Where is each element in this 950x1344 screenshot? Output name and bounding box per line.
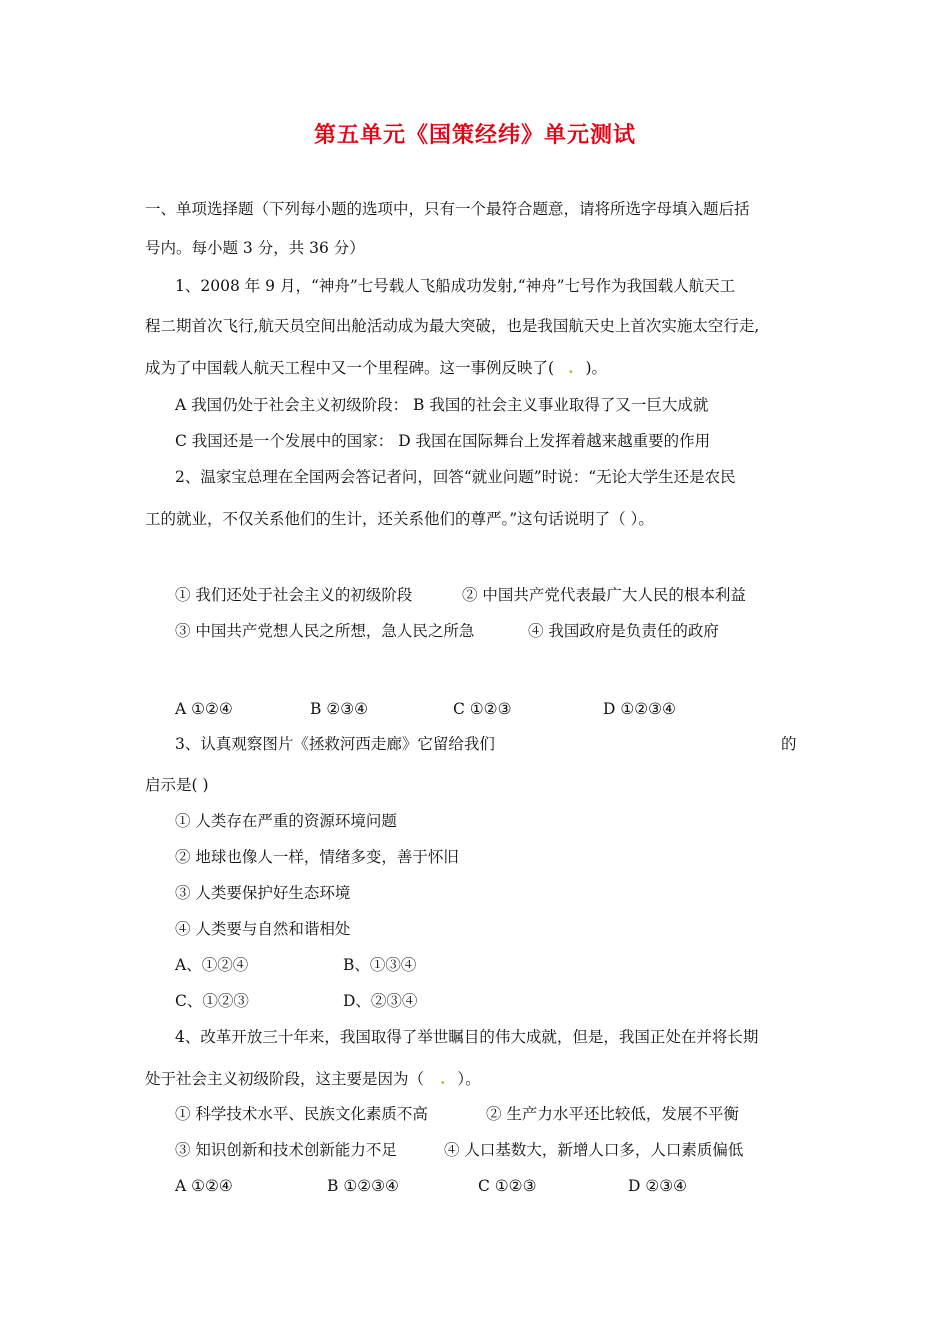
q3-item-2: ② 地球也像人一样，情绪多变，善于怀旧 — [175, 848, 459, 866]
q4-item-4: ④ 人口基数大，新增人口多，人口素质偏低 — [444, 1141, 744, 1159]
q4-item-3: ③ 知识创新和技术创新能力不足 — [175, 1141, 397, 1159]
q3-option-c: C、①②③ — [175, 992, 249, 1010]
answer-dot-marker: . — [440, 1069, 446, 1088]
q4-option-a: A ①②④ — [175, 1177, 233, 1195]
q2-item-1: ① 我们还处于社会主义的初级阶段 — [175, 586, 413, 604]
q2-line2: 工的就业，不仅关系他们的生计，还关系他们的尊严。”这句话说明了（ ）。 — [145, 510, 654, 528]
q1-line1: 1、2008 年 9 月，“神舟”七号载人飞船成功发射,“神舟”七号作为我国载人航天工 — [175, 277, 736, 295]
q2-item-4: ④ 我国政府是负责任的政府 — [528, 622, 719, 640]
q4-line1: 4、改革开放三十年来，我国取得了举世瞩目的伟大成就，但是，我国正处在并将长期 — [175, 1028, 759, 1046]
q2-item-2: ② 中国共产党代表最广大人民的根本利益 — [462, 586, 746, 604]
q2-option-b: B ②③④ — [310, 700, 369, 718]
q2-option-c: C ①②③ — [453, 700, 512, 718]
q3-line2: 启示是( ) — [145, 776, 209, 794]
q2-option-d: D ①②③④ — [603, 700, 676, 718]
section-heading-line2: 号内。每小题 3 分，共 36 分） — [145, 239, 365, 257]
q4-line2 — [145, 1069, 481, 1089]
q3-item-3: ③ 人类要保护好生态环境 — [175, 884, 351, 902]
q4-item-1: ① 科学技术水平、民族文化素质不高 — [175, 1105, 428, 1123]
q1-options-line2: C 我国还是一个发展中的国家： D 我国在国际舞台上发挥着越来越重要的作用 — [175, 432, 711, 450]
section-heading-line1: 一、单项选择题（下列每小题的选项中，只有一个最符合题意，请将所选字母填入题后括 — [145, 200, 750, 218]
q1-line3 — [145, 358, 607, 378]
q3-item-4: ④ 人类要与自然和谐相处 — [175, 920, 351, 938]
q3-option-d: D、②③④ — [343, 992, 418, 1010]
q3-line1-end: 的 — [781, 735, 797, 753]
q2-option-a: A ①②④ — [175, 700, 233, 718]
q4-option-d: D ②③④ — [628, 1177, 688, 1195]
q1-line3-end: )。 — [585, 359, 608, 377]
q4-line2-text: 处于社会主义初级阶段，这主要是因为（ — [145, 1070, 425, 1088]
q4-option-b: B ①②③④ — [327, 1177, 399, 1195]
q4-option-c: C ①②③ — [478, 1177, 537, 1195]
q1-line2: 程二期首次飞行,航天员空间出舱活动成为最大突破，也是我国航天史上首次实施太空行走, — [145, 317, 760, 335]
q3-line1: 3、认真观察图片《拯救河西走廊》它留给我们 — [175, 735, 495, 753]
q4-item-2: ② 生产力水平还比较低，发展不平衡 — [486, 1105, 739, 1123]
answer-dot-marker: . — [568, 358, 574, 377]
q3-option-a: A、①②④ — [175, 956, 249, 974]
q2-line1: 2、温家宝总理在全国两会答记者问，回答“就业问题”时说：“无论大学生还是农民 — [175, 468, 736, 486]
q3-item-1: ① 人类存在严重的资源环境问题 — [175, 812, 397, 830]
q2-item-3: ③ 中国共产党想人民之所想，急人民之所急 — [175, 622, 475, 640]
q1-options-line1: A 我国仍处于社会主义初级阶段： B 我国的社会主义事业取得了又一巨大成就 — [175, 396, 709, 414]
q3-option-b: B、①③④ — [343, 956, 417, 974]
q1-line3-text: 成为了中国载人航天工程中又一个里程碑。这一事例反映了( — [145, 359, 555, 377]
page-title: 第五单元《国策经纬》单元测试 — [313, 122, 636, 148]
q4-line2-end: ）。 — [457, 1070, 481, 1088]
